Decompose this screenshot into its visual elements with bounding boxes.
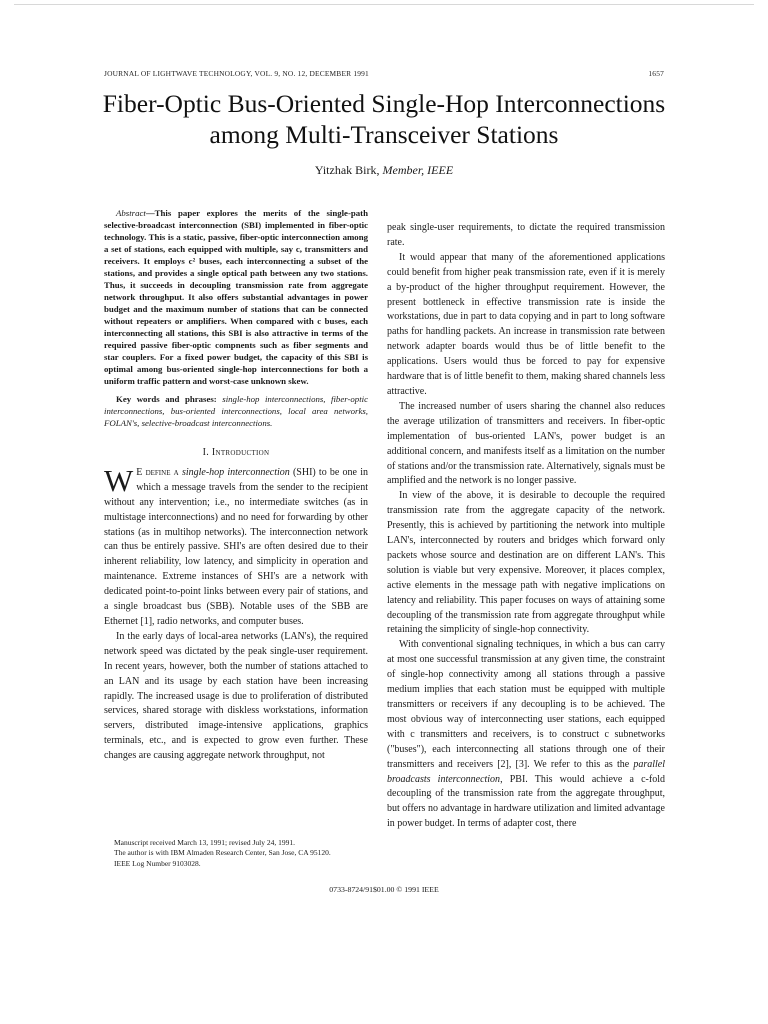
left-column [104, 207, 368, 764]
keywords [104, 393, 368, 429]
title-line-1: Fiber-Optic Bus-Oriented Single-Hop Interconnections [102, 89, 666, 118]
drop-cap: W [104, 462, 134, 498]
intro-paragraph-2: In the early days of local-area networks (LAN's), the required network speed was dictated by the peak single-user requirement. In recent years, however, both the number of stations attached to an LAN and its usage by each station have been increasing rapidly. The increased usage is due to proliferation of distributed services, shared storage with diskless workstations, information servers, distributed image-intensive applications, graphics terminals, etc., and is expected to grow even further. These changes are causing aggregate network throughput, not [104, 630, 368, 762]
footnote-log-number: IEEE Log Number 9103028. [114, 858, 201, 868]
body-paragraph: With conventional signaling techniques, in which a bus can carry at most one successful transmission at any given time, the constraint of single-hop connectivity among all stations through a passive medium implies that each station must be equipped with multiple transmitters or receivers if any decoupling is to be achieved. The most obvious way of interconnecting user stations, each equipped with c transmitters and receivers, is to construct c subnetworks ("buses"), each interconnecting all stations through one of their transmitters and receivers [2], [3]. We refer to this as the parallel broadcasts interconnection, PBI. This would achieve a c-fold decoupling of the transmission rate from the aggregate throughput, but offers no advantage in hardware utilization and limited advantage in power budget. In terms of adapter cost, there [387, 639, 665, 830]
body-paragraph: It would appear that many of the aforementioned applications could benefit from higher peak transmission rate, even if it is merely a by-product of the higher throughput requirement. However, the present bottleneck in effective transmission rate is inside the workstations, due in part to data copying and in part to long software paths for handling packets. An increase in transmission rate between network adapter boards would thus be of little benefit to the applications. Users would thus be forced to pay for expensive hardware that is of little benefit to them, making shared channels less attractive. [387, 251, 665, 397]
journal-citation: JOURNAL OF LIGHTWAVE TECHNOLOGY, VOL. 9, NO. 12, DECEMBER 1991 [104, 69, 369, 78]
intro-paragraph-1: W E define a single-hop interconnection (SHI) to be one in which a message travels from the sender to the recipient without any intervention; i.e., no intermediate switches (as in multistage interconnections) and no need for forwarding by other stations (as in multihop networks). The interconnection network can thus be entirely passive. SHI's are often desired due to their inherent reliability, low latency, and simplicity in operation and maintenance. Extreme instances of SHI's are a network with dedicated point-to-point links between every pair of stations, and a single broadcast bus (SBB). Notable uses of the SBB are Ethernet [1], radio networks, and computer buses. [104, 462, 368, 627]
section-heading-introduction: I. Introduction [202, 447, 270, 458]
right-column [387, 221, 665, 832]
keywords-text: single-hop interconnections, fiber-optic interconnections, bus-oriented interconnections, local area networks, FOLAN's, selective-broadcast interconnections. [104, 394, 368, 428]
abstract [104, 207, 368, 387]
body-paragraph-continued: peak single-user requirements, to dictate the required transmission rate. [387, 222, 665, 248]
abstract-label: Abstract [116, 208, 146, 218]
paper-title [70, 88, 698, 150]
copyright-line: 0733-8724/91$01.00 © 1991 IEEE [329, 885, 439, 894]
author-affiliation: Member, IEEE [382, 163, 454, 177]
keywords-label: Key words and phrases: [116, 394, 217, 404]
abstract-text: —This paper explores the merits of the single-path selective-broadcast interconnection (SBI) implemented in fiber-optic technology. This is a static, passive, fiber-optic interconnection among a set of stations, each equipped with multiple, say c, transmitters and receivers. It employs c² buses, each interconnecting a subset of the stations, and provides a single optical path between any two stations. Thus, it succeeds in decoupling transmission rate from aggregate network throughput. It also offers substantial advantages in power budget and the maximum number of stations that can be connected without repeaters or amplifiers. When compared with c buses, each interconnecting all stations, this SBI is also attractive in terms of the required passive fiber-optic compnents such as fiber segments and star couplers. For a fixed power budget, the capacity of this SBI is optimal among bus-oriented single-hop interconnections for both a uniform traffic pattern and worst-case unknown skew. [104, 208, 368, 386]
author-line [0, 163, 768, 178]
footnote-received: Manuscript received March 13, 1991; revised July 24, 1991. [114, 838, 295, 847]
footnote [104, 838, 380, 869]
body-paragraph: The increased number of users sharing the channel also reduces the average utilization of transmitters and receivers. In fiber-optic implementation of bus-oriented LAN's, power budget is an additional concern, and manifests itself as a limitation on the number of stations and/or the transmission rate. Alternatively, signals must be amplified and the network is no longer passive. [387, 400, 665, 487]
body-paragraph: In view of the above, it is desirable to decouple the required transmission rate from the aggregate capacity of the network. Presently, this is achieved by partitioning the network into multiple LAN's, interconnected by routers and bridges which forward only packets whose source and destination are on different LAN's. This solution is viable but very expensive. Moreover, it places complex, active elements in the message path with negative implications on latency and reliability. This paper focuses on ways of attaining some decoupling of the transmission rate from aggregate throughput while retaining the simplicity of single-hop connectivity. [387, 490, 665, 636]
author-name: Yitzhak Birk, [314, 163, 380, 177]
top-divider [14, 4, 754, 5]
footnote-affiliation: The author is with IBM Almaden Research Center, San Jose, CA 95120. [114, 848, 331, 858]
title-line-2: among Multi-Transceiver Stations [209, 120, 559, 149]
page-number: 1657 [648, 69, 664, 78]
running-header [104, 69, 664, 78]
